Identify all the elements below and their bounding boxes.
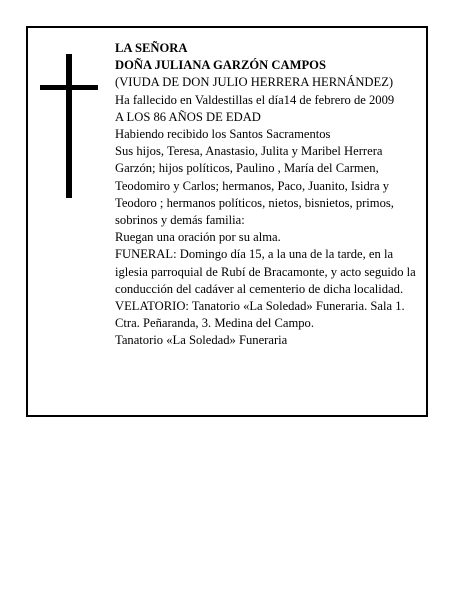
cross-horizontal-bar [40,85,98,90]
cross-vertical-bar [66,54,72,198]
deceased-name: DOÑA JULIANA GARZÓN CAMPOS [115,58,326,73]
sacraments-line: Habiendo recibido los Santos Sacramentos [115,127,331,142]
funeral-home-line: Tanatorio «La Soledad» Funeraria [115,333,288,348]
family-paragraph: Sus hijos, Teresa, Anastasio, Julita y Maribel Herrera Garzón; hijos políticos, Paulino , María del Carmen, Teodomiro y Carlos; hermanos, Paco, Juanito, Isidra y Teodoro ; hermanos políticos, nietos, bisnietos, primos, sobrinos y demás familia: [115,144,394,228]
wake-paragraph: VELATORIO: Tanatorio «La Soledad» Funeraria. Sala 1. Ctra. Peñaranda, 3. Medina del Campo. [115,299,405,331]
obituary-text [115,40,421,350]
widow-line: (VIUDA DE DON JULIO HERRERA HERNÁNDEZ) [115,75,394,90]
funeral-paragraph: FUNERAL: Domingo día 15, a la una de la tarde, en la iglesia parroquial de Rubí de Bracamonte, y acto seguido la conducción del cadáver al cementerio de dicha localidad. [115,247,416,296]
obituary-frame [26,26,428,417]
age-line: A LOS 86 AÑOS DE EDAD [115,109,261,124]
cross-icon [40,54,98,198]
heading-title: LA SEÑORA [115,41,188,55]
death-line: Ha fallecido en Valdestillas el día14 de febrero de 2009 [115,92,395,107]
prayer-line: Ruegan una oración por su alma. [115,230,281,245]
